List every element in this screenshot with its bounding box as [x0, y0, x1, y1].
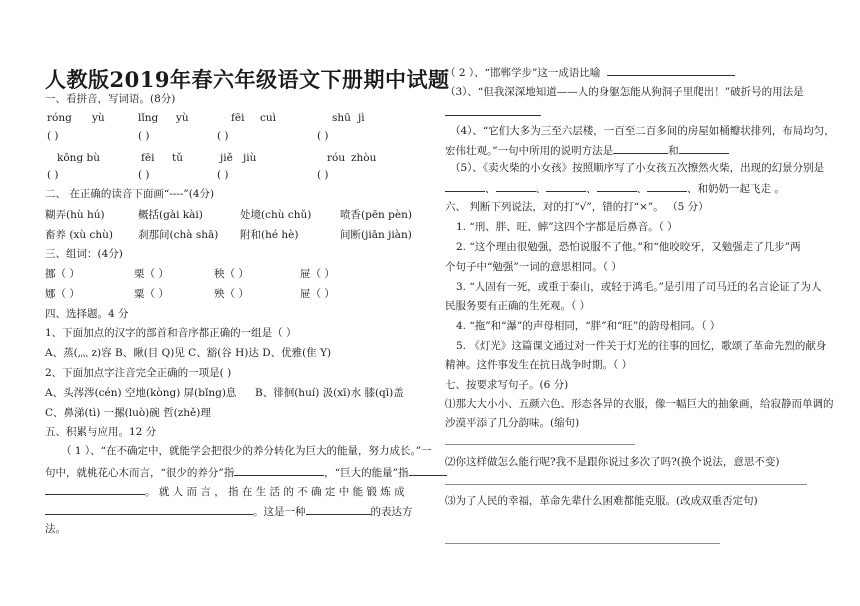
question-text: （ 2 ）、“邯郸学步”这一成语比喻 [445, 67, 601, 79]
writing-task: ⑵你这样做怎么能行呢?我不是跟你说过多次了吗?(换个说法，意思不变) [445, 456, 780, 468]
question-2-option-b[interactable]: B、徘徊(huí) 汲(xī)水 膝(qī)盖 [255, 387, 404, 399]
fill-blank[interactable] [234, 464, 324, 476]
reading-item[interactable]: 间断(jiān jiàn) [340, 229, 412, 241]
paragraph-line [45, 483, 405, 499]
judgement-item[interactable]: 4. “拖”和“瀑”的声母相同，“胖”和“旺”的韵母相同。（ ） [456, 320, 721, 332]
fill-blank[interactable] [306, 503, 371, 515]
question-line: （4）、“它们大多为三至六层楼，一百至二百多间的房屋如桶瓣状排列，布局均匀， [450, 125, 835, 137]
reading-item[interactable]: 刹那间(chà shā) [138, 229, 219, 241]
question-text: 和 [668, 145, 679, 157]
section-2-heading: 二、 在正确的读音下面画“----”(4分) [45, 188, 215, 200]
question-1-options[interactable]: A、蒸(灬 z)容 B、瞅(目 Q)见 C、豁(谷 H)达 D、优雅(隹 Y) [45, 347, 332, 359]
pinyin: tǔ [172, 152, 183, 164]
question-line: 、 、 、 、 、和奶奶一起飞走 。 [445, 180, 785, 196]
paragraph-text: 。这是一种 [253, 506, 306, 518]
fill-blank[interactable] [445, 104, 541, 116]
fill-blank[interactable] [409, 464, 447, 476]
reading-item[interactable]: 处境(chù chǔ) [240, 209, 312, 221]
paragraph-text: 的表达方 [370, 506, 413, 518]
pinyin: cuì [260, 112, 277, 124]
fill-blank[interactable] [45, 503, 253, 515]
paragraph-line: （ 1 ）、“在不确定中，就能学会把很少的养分转化为巨大的能量，努力成长。”一 [61, 445, 432, 457]
answer-blank[interactable]: ( ) [217, 169, 229, 181]
answer-blank[interactable]: ( ) [47, 130, 59, 142]
section-4-heading: 四、选择题。4 分 [45, 308, 129, 320]
question-2: 2、下面加点字注音完全正确的一项是( ) [45, 367, 232, 379]
pinyin: róu [327, 152, 346, 164]
pinyin: kōng bù [57, 152, 100, 164]
pinyin: zhòu [351, 152, 377, 164]
pinyin: shū [332, 112, 351, 124]
reading-item[interactable]: 糊弄(hù hú) [45, 209, 105, 221]
pinyin: fēi [231, 112, 245, 124]
pinyin: jì [358, 112, 365, 124]
judgement-item[interactable]: 2. “这个理由很勉强，恐怕说服不了他。”和“他咬咬牙，又勉强走了几步”两 [456, 241, 801, 253]
section-1-heading: 一、看拼音，写词语。(8分) [45, 93, 176, 105]
fill-blank[interactable] [607, 64, 735, 76]
question-line [445, 104, 541, 120]
question-line: （5）、《卖火柴的小女孩》按照顺序写了小女孩五次擦然火柴，出现的幻景分别是 [450, 162, 825, 174]
fill-blank[interactable] [45, 483, 145, 495]
section-7-heading: 七、按要求写句子。(6 分) [445, 379, 569, 391]
fill-blank[interactable] [679, 142, 729, 154]
question-2-option-c[interactable]: C、鼻涕(tì) 一摞(luò)碗 哲(zhě)理 [45, 407, 211, 419]
judgement-item[interactable]: 5. 《灯光》这篇课文通过对一件关于灯光的往事的回忆，歌颂了革命先烈的献身 [456, 340, 827, 352]
reading-item[interactable]: 畜养 (xù chù) [45, 229, 113, 241]
reading-item[interactable]: 附和(hé hè) [240, 229, 299, 241]
answer-blank[interactable]: ( ) [138, 169, 150, 181]
judgement-item[interactable]: 1. “刑、胖、旺、蟀”这四个字都是后鼻音。（ ） [456, 221, 678, 233]
word-item[interactable]: 粟（ ） [134, 288, 169, 300]
question-text: 宏伟壮观。”一句中所用的说明方法是 [445, 145, 614, 157]
paragraph-line [45, 464, 447, 480]
page-title: 人教版2019年春六年级语文下册期中试题 [45, 67, 450, 92]
answer-blank[interactable]: ( ) [138, 130, 150, 142]
paragraph-line: 法。 [45, 523, 66, 535]
fill-blank[interactable] [597, 180, 637, 192]
question-line: （3）、“但我深深地知道——人的身躯怎能从狗洞子里爬出！”破折号的用法是 [445, 86, 804, 98]
fill-blank[interactable] [546, 180, 586, 192]
writing-task: ⑶为了人民的幸福，革命先辈什么困难都能克服。(改成双重否定句) [445, 495, 758, 507]
pinyin: yù [176, 112, 189, 124]
answer-line[interactable] [445, 484, 807, 485]
pinyin: róng [47, 112, 72, 124]
word-item[interactable]: 屉（ ） [300, 268, 335, 280]
judgement-item-cont: 精神。这件事发生在抗日战争时期。（ ） [445, 359, 633, 371]
question-2-option-a[interactable]: A、头涔涔(cén) 空地(kòng) 屏(bǐng)息 [45, 387, 237, 399]
pinyin: jiù [243, 152, 257, 164]
pinyin: lǐng [138, 112, 159, 124]
section-5-heading: 五、积累与应用。12 分 [45, 426, 157, 438]
answer-line[interactable] [445, 444, 635, 445]
judgement-item-cont: 个句子中“勉强”一词的意思相同。（ ） [445, 261, 622, 273]
section-3-heading: 三、组词：(4分) [45, 248, 123, 260]
word-item[interactable]: 秧（ ） [214, 268, 249, 280]
word-item[interactable]: 娜（ ） [45, 288, 80, 300]
writing-task: ⑴那大大小小、五颜六色、形态各异的衣服，像一幅巨大的抽象画，给寂静而单调的 [445, 398, 834, 410]
answer-blank[interactable]: ( ) [317, 169, 329, 181]
paragraph-text: ，“巨大的能量”指 [324, 467, 409, 479]
pinyin: yù [92, 112, 105, 124]
question-line [445, 142, 729, 158]
answer-blank[interactable]: ( ) [217, 130, 229, 142]
reading-item[interactable]: 喷香(pēn pèn) [340, 209, 412, 221]
question-text: 、和奶奶一起飞走 。 [687, 183, 785, 195]
question-1: 1、下面加点的汉字的部首和音序都正确的一组是（ ） [45, 327, 297, 339]
paragraph-text: 句中，就桃花心木而言，“很少的养分”指 [45, 467, 235, 479]
word-item[interactable]: 栗（ ） [134, 268, 169, 280]
fill-blank[interactable] [613, 142, 668, 154]
fill-blank[interactable] [496, 180, 536, 192]
pinyin: fēi [141, 152, 155, 164]
word-item[interactable]: 挪（ ） [45, 268, 80, 280]
reading-item[interactable]: 概括(gài kài) [138, 209, 203, 221]
fill-blank[interactable] [445, 180, 485, 192]
pinyin: jiě [220, 152, 233, 164]
question-line [445, 64, 735, 80]
word-item[interactable]: 殃（ ） [214, 288, 249, 300]
answer-line[interactable] [445, 543, 720, 544]
judgement-item[interactable]: 3. “人固有一死，或重于泰山，或轻于鸿毛。”是引用了司马迁的名言论证了为人 [456, 281, 822, 293]
fill-blank[interactable] [647, 180, 687, 192]
section-6-heading: 六、 判断下列说法，对的打“√”，错的打“×”。 （5 分） [445, 201, 709, 213]
word-item[interactable]: 屉（ ） [300, 288, 335, 300]
paragraph-line [45, 503, 413, 519]
writing-task: 沙漠平添了几分韵味。(缩句) [445, 417, 580, 429]
paragraph-text: 。 就 人 而 言 ， 指 在 生 活 的 不 确 定 中 能 锻 炼 成 [145, 486, 405, 498]
answer-blank[interactable]: ( ) [317, 130, 329, 142]
answer-blank[interactable]: ( ) [47, 169, 59, 181]
judgement-item-cont: 民服务要有正确的生死观。（ ） [445, 300, 591, 312]
